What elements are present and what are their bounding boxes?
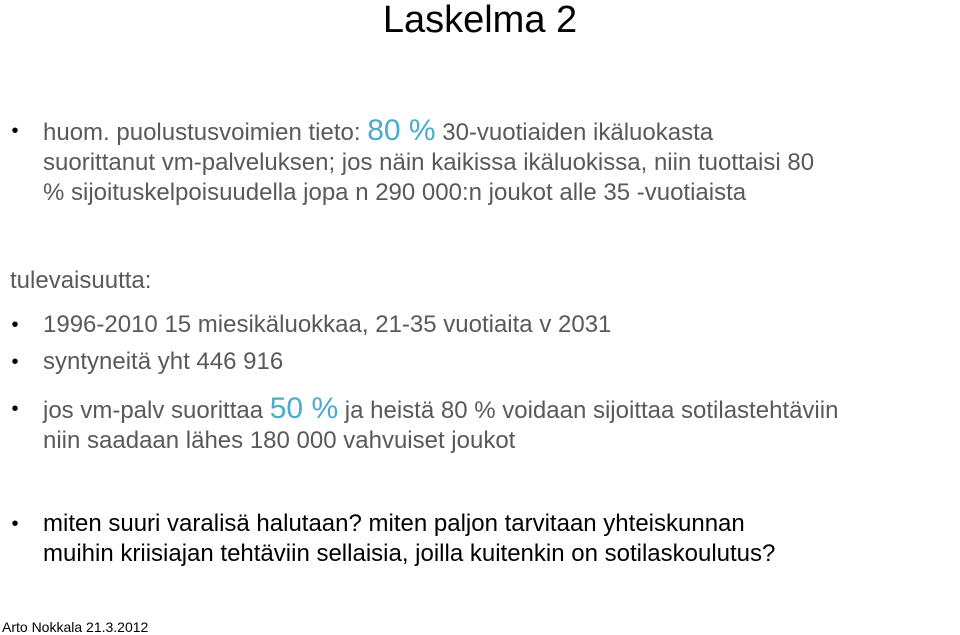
bullet-4-line-2: niin saadaan lähes 180 000 vahvuiset joukot bbox=[43, 427, 516, 454]
bullet-4-line-1 bbox=[43, 394, 958, 426]
bullet-marker: • bbox=[11, 351, 19, 373]
highlight-50-percent: 50 % bbox=[269, 392, 339, 425]
bullet-4-line-1-part-3: ja heistä 80 % voidaan sijoittaa sotilastehtäviin bbox=[338, 397, 839, 424]
slide-title: Laskelma 2 bbox=[382, 0, 578, 41]
subheading: tulevaisuutta: bbox=[10, 267, 152, 294]
bullet-text-4 bbox=[43, 394, 958, 456]
bullet-marker: • bbox=[11, 513, 19, 535]
bullet-text-5 bbox=[43, 509, 958, 569]
footer-author-date: Arto Nokkala 21.3.2012 bbox=[2, 619, 149, 635]
bullet-5-line-2: muihin kriisiajan tehtäviin sellaisia, joilla kuitenkin on sotilaskoulutus? bbox=[43, 540, 776, 567]
bullet-item-2 bbox=[0, 310, 960, 340]
bullet-1-line-1-part-1: huom. puolustusvoimien tieto: bbox=[43, 119, 368, 146]
bullet-item-4 bbox=[0, 394, 960, 458]
bullet-item-3 bbox=[0, 347, 960, 377]
subheading-block bbox=[0, 266, 960, 296]
bullet-marker: • bbox=[11, 314, 19, 336]
bullet-1-line-2: suorittanut vm-palveluksen; jos näin kaikissa ikäluokissa, niin tuottaisi 80 bbox=[43, 149, 815, 176]
bullet-item-1 bbox=[0, 116, 960, 208]
bullet-text-1 bbox=[43, 116, 958, 208]
bullet-text-3: syntyneitä yht 446 916 bbox=[43, 348, 284, 375]
bullet-text-2: 1996-2010 15 miesikäluokkaa, 21-35 vuotiaita v 2031 bbox=[43, 311, 612, 338]
highlight-80-percent: 80 % bbox=[367, 114, 436, 147]
bullet-item-5 bbox=[0, 509, 960, 573]
bullet-4-line-1-part-1: jos vm-palv suorittaa bbox=[43, 397, 270, 424]
bullet-1-line-3: % sijoituskelpoisuudella jopa n 290 000:n joukot alle 35 -vuotiaista bbox=[43, 179, 747, 206]
bullet-5-line-1: miten suuri varalisä halutaan? miten paljon tarvitaan yhteiskunnan bbox=[43, 510, 745, 537]
bullet-1-line-1 bbox=[43, 116, 958, 148]
bullet-1-line-1-part-3: 30-vuotiaiden ikäluokasta bbox=[435, 119, 714, 146]
bullet-marker: • bbox=[11, 398, 19, 420]
bullet-marker: • bbox=[11, 120, 19, 142]
